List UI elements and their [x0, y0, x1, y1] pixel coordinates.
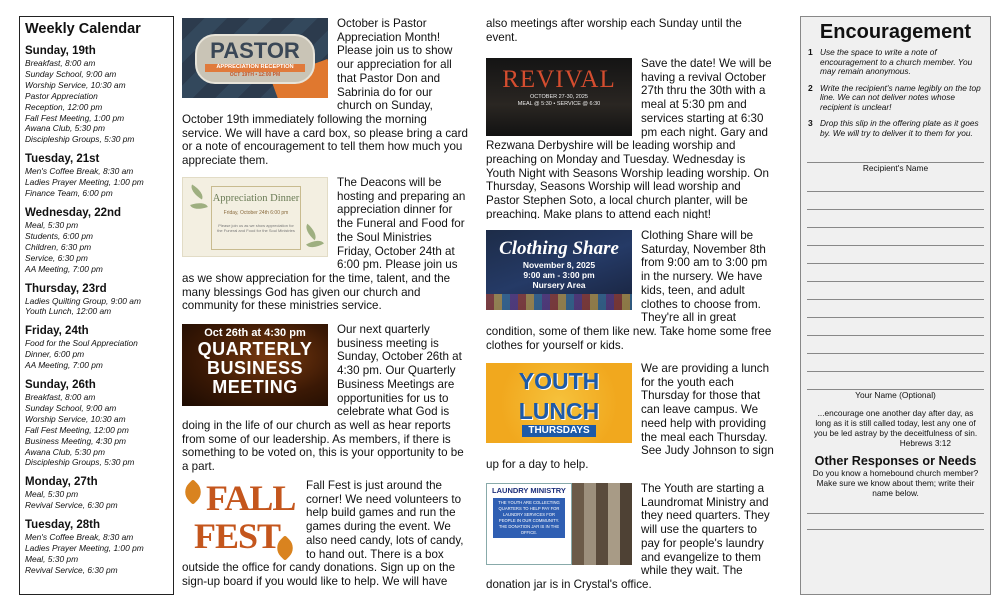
revival-article	[486, 57, 775, 219]
calendar-day	[25, 283, 168, 318]
laundry-image-body: THE YOUTH ARE COLLECTING QUARTERS TO HELP PAY FOR LAUNDRY SERVICES FOR PEOPLE IN OUR COMMUNITY. THE DONATION JAR IS IN THE OFFICE.	[493, 498, 565, 538]
calendar-event: Discipleship Groups, 5:30 pm	[25, 134, 135, 145]
calendar-event: Ladies Prayer Meeting, 1:00 pm	[25, 177, 144, 188]
your-name-label: Your Name (Optional)	[855, 390, 936, 400]
note-line[interactable]	[807, 354, 984, 372]
calendar-day	[25, 476, 168, 511]
fall-fest-text: Fall Fest is just around the corner! We need volunteers to help build games and run the games during the event. We also need candy, lots of candy, to hand out. There is a box outside the office for candy donations. Sign up on the sign-up board if you would like to help. We will have	[182, 479, 464, 588]
calendar-event: Finance Team, 6:00 pm	[25, 188, 113, 199]
calendar-event: Meal, 5:30 pm	[25, 219, 79, 230]
other-responses-text: Do you know a homebound church member? Make sure we know about them; write their name below.	[812, 468, 979, 498]
calendar-day	[25, 207, 168, 275]
weekly-calendar	[19, 16, 174, 595]
pastor-image-line1: APPRECIATION RECEPTION	[205, 64, 305, 72]
calendar-event: Meal, 5:30 pm	[25, 489, 79, 500]
meeting-image-date: Oct 26th at 4:30 pm	[204, 327, 306, 339]
calendar-event: Service, 6:30 pm	[25, 252, 88, 263]
youth-image-line2: LUNCH	[518, 398, 600, 424]
pastor-appreciation-image	[182, 18, 328, 98]
note-line[interactable]	[807, 264, 984, 282]
calendar-event: Business Meeting, 4:30 pm	[25, 435, 127, 446]
laundry-image-title: LAUNDRY MINISTRY	[492, 486, 566, 495]
fall-image-word2: FEST	[194, 516, 281, 556]
calendar-day	[25, 45, 168, 145]
calendar-event: Revival Service, 6:30 pm	[25, 500, 118, 511]
appreciation-dinner-text: The Deacons will be hosting and preparing an appreciation dinner for the Funeral and Food for the Soul Ministries Friday, October 24th at 6:00 pm. Please join us as we show appreciation for the time, talent, and the many blessings God has given our church and community for these ministries service.	[182, 176, 466, 313]
note-line[interactable]	[807, 372, 984, 390]
calendar-day-heading: Tuesday, 28th	[25, 519, 100, 532]
calendar-day-heading: Monday, 27th	[25, 476, 98, 489]
meeting-image-line2: BUSINESS	[206, 358, 304, 378]
note-line[interactable]	[807, 300, 984, 318]
dinner-image-title: Appreciation Dinner	[212, 193, 300, 204]
encouragement-step	[806, 48, 985, 77]
encouragement-slip	[800, 16, 991, 595]
pastor-image-title: PASTOR	[210, 38, 300, 63]
business-meeting-article	[182, 323, 469, 473]
calendar-event: Children, 6:30 pm	[25, 241, 92, 252]
laundry-ministry-text: The Youth are starting a Laundromat Ministry and they need quarters. They will use the quarters to pay for people's laundry and evangelize to them while they wait. The donation jar is in Crystal's office.	[486, 482, 770, 591]
article-column-left	[182, 17, 469, 473]
calendar-event: Awana Club, 5:30 pm	[25, 123, 105, 134]
calendar-event: Revival Service, 6:30 pm	[25, 564, 118, 575]
calendar-day-heading: Friday, 24th	[25, 325, 89, 338]
note-line[interactable]	[807, 318, 984, 336]
calendar-event: AA Meeting, 7:00 pm	[25, 263, 103, 274]
leaf-icon	[180, 479, 205, 504]
step-number: 1	[808, 47, 813, 57]
laundry-ministry-article	[486, 482, 775, 592]
other-responses-title: Other Responses or Needs	[814, 454, 977, 468]
laundry-ministry-image	[486, 483, 632, 565]
leaf-icon	[190, 200, 208, 213]
clothing-share-text: Clothing Share will be Saturday, November 8th from 9:00 am to 3:00 pm in the nursery. We have kids, teen, and adult clothes to choose from. They're all in great condition, some of them like new. Take home some free clothes for yourself or kids.	[486, 229, 772, 352]
calendar-day-heading: Wednesday, 22nd	[25, 206, 122, 219]
clothes-rack-graphic	[486, 294, 632, 310]
recipient-name-line[interactable]	[807, 145, 984, 163]
calendar-event: Worship Service, 10:30 am	[25, 79, 126, 90]
calendar-event: Dinner, 6:00 pm	[25, 349, 85, 360]
meeting-image-line3: MEETING	[212, 377, 298, 397]
note-line[interactable]	[807, 228, 984, 246]
calendar-event: Sunday School, 9:00 am	[25, 402, 117, 413]
pastor-appreciation-article	[182, 17, 469, 167]
encouragement-steps	[806, 48, 985, 138]
youth-image-line3: THURSDAYS	[522, 425, 595, 437]
youth-lunch-image	[486, 363, 632, 443]
business-meeting-image	[182, 324, 328, 406]
clothing-image-time: 9:00 am - 3:00 pm	[523, 270, 595, 280]
article-column-right	[486, 17, 775, 592]
fall-image-word1: FALL	[206, 478, 296, 518]
encouragement-title: Encouragement	[819, 21, 972, 43]
dinner-card	[211, 186, 301, 250]
calendar-day	[25, 519, 168, 576]
calendar-event: Discipleship Groups, 5:30 pm	[25, 457, 135, 468]
calendar-day-heading: Thursday, 23rd	[25, 282, 107, 295]
encouragement-step	[806, 119, 985, 138]
calendar-day	[25, 153, 168, 199]
pastor-image-line2: OCT 19TH • 12:00 PM	[229, 71, 281, 78]
fall-fest-image	[182, 479, 297, 559]
leaf-icon	[188, 185, 206, 200]
calendar-day-heading: Sunday, 26th	[25, 379, 96, 392]
revival-image-line1: OCTOBER 27-30, 2025	[530, 94, 588, 100]
note-line[interactable]	[807, 192, 984, 210]
calendar-event: Pastor Appreciation	[25, 90, 98, 101]
step-text: Drop this slip in the offering plate as it goes by. We will try to deliver it to them for you.	[820, 118, 979, 138]
step-text: Write the recipient's name legibly on the top line. We can not deliver notes whose recipient is unclear!	[820, 82, 981, 112]
clothing-image-date: November 8, 2025	[522, 260, 596, 270]
calendar-event: Youth Lunch, 12:00 am	[25, 306, 112, 317]
business-meeting-text: Our next quarterly business meeting is Sunday, October 26th at 4:30 pm. Our Quarterly Business Meetings are opportunities for us to celebrate what God is doing in the life of our church as well as hear reports from some of our leadership. As members, if there is something to be voted on, this is your opportunity to be a part.	[182, 323, 464, 473]
step-number: 2	[808, 82, 813, 93]
note-line[interactable]	[807, 246, 984, 264]
clothing-share-image	[486, 230, 632, 310]
calendar-event: Breakfast, 8:00 am	[25, 58, 96, 68]
calendar-event: Breakfast, 8:00 am	[25, 392, 96, 403]
homebound-name-line[interactable]	[807, 498, 984, 514]
calendar-event: Meal, 5:30 pm	[25, 554, 79, 564]
calendar-event: Ladies Quilting Group, 9:00 am	[25, 295, 141, 306]
revival-image	[486, 58, 632, 136]
appreciation-dinner-image	[182, 177, 328, 257]
clothing-image-title: Clothing Share	[499, 238, 619, 259]
calendar-event: Students, 6:00 pm	[25, 230, 93, 241]
calendar-event: AA Meeting, 7:00 pm	[25, 360, 103, 371]
encouragement-step	[806, 84, 985, 113]
revival-image-line2: MEAL @ 5:30 • SERVICE @ 6:30	[517, 101, 601, 107]
step-text: Use the space to write a note of encouragement to a church member. You may remain anonymous.	[820, 47, 973, 76]
pastor-appreciation-text: October is Pastor Appreciation Month! Please join us to show our appreciation for all that Pastor Don and Sabrinia do for our church on Sunday, October 19th immediately following the morning service. We will have a card box, so please bring a card or a note of encouragement to tell them how much you appreciate them.	[182, 17, 468, 167]
calendar-day-heading: Sunday, 19th	[25, 45, 96, 57]
youth-lunch-text: We are providing a lunch for the youth each Thursday for those that can leave campus. We need help with providing the meal each Thursday. See Judy Johnson to sign up for a day to help.	[486, 362, 774, 471]
dinner-image-small: Please join us as we show appreciation for the Funeral and Food for the Soul Ministries	[217, 222, 295, 233]
recipient-name-label: Recipient's Name	[862, 163, 929, 173]
calendar-event: Fall Fest Meeting, 12:00 pm	[25, 424, 129, 435]
appreciation-dinner-article	[182, 176, 469, 321]
scripture-verse: ...encourage one another day after day, as long as it is still called today, lest any one of you be led astray by the deceitfulness of sin.	[813, 408, 978, 438]
homebound-name-line[interactable]	[807, 514, 984, 530]
laundromat-photo	[572, 483, 632, 565]
step-number: 3	[808, 118, 813, 128]
note-line[interactable]	[807, 210, 984, 228]
clothing-image-place: Nursery Area	[532, 280, 586, 290]
calendar-title: Weekly Calendar	[25, 21, 141, 37]
calendar-day	[25, 379, 168, 468]
fall-fest-text-continued: also meetings after worship each Sunday until the event.	[486, 17, 742, 44]
youth-lunch-article	[486, 362, 775, 474]
calendar-days	[25, 45, 168, 576]
scripture-reference: Hebrews 3:12	[899, 438, 951, 448]
calendar-event: Awana Club, 5:30 pm	[25, 446, 105, 457]
calendar-event: Fall Fest Meeting, 1:00 pm	[25, 112, 125, 123]
calendar-day-heading: Tuesday, 21st	[25, 153, 100, 166]
clothing-share-article	[486, 229, 775, 354]
calendar-event: Men's Coffee Break, 8:30 am	[25, 166, 134, 177]
note-line[interactable]	[807, 174, 984, 192]
dinner-image-date: Friday, October 24th 6:00 pm	[223, 210, 289, 216]
leaf-icon	[302, 224, 319, 240]
fall-fest-article	[182, 479, 469, 589]
calendar-day	[25, 325, 168, 371]
calendar-event: Worship Service, 10:30 am	[25, 413, 126, 424]
calendar-event: Ladies Prayer Meeting, 1:00 pm	[25, 543, 144, 554]
youth-image-line1: YOUTH	[518, 368, 600, 394]
note-line[interactable]	[807, 282, 984, 300]
calendar-event: Men's Coffee Break, 8:30 am	[25, 532, 134, 543]
revival-text: Save the date! We will be having a revival October 27th thru the 30th with a meal at 5:30 pm and services starting at 6:30 pm each night. Gary and Rezwana Derbyshire will be leading worship and preaching on Monday and Tuesday. Wednesday is Youth Night with Seasons Worship leading worship. On Thursday, Seasons Worship will lead worship and Pastor Stephen Soto, a local church planter, will be preaching. Make plans to attend each night!	[486, 57, 772, 219]
meeting-image-line1: QUARTERLY	[197, 339, 313, 359]
calendar-event: Sunday School, 9:00 am	[25, 68, 117, 79]
note-line[interactable]	[807, 336, 984, 354]
laundry-flyer	[486, 483, 572, 565]
note-lines[interactable]	[806, 174, 985, 390]
pastor-badge	[195, 34, 315, 84]
revival-image-title: REVIVAL	[502, 66, 616, 93]
calendar-event: Food for the Soul Appreciation	[25, 338, 138, 349]
calendar-event: Reception, 12:00 pm	[25, 101, 103, 112]
